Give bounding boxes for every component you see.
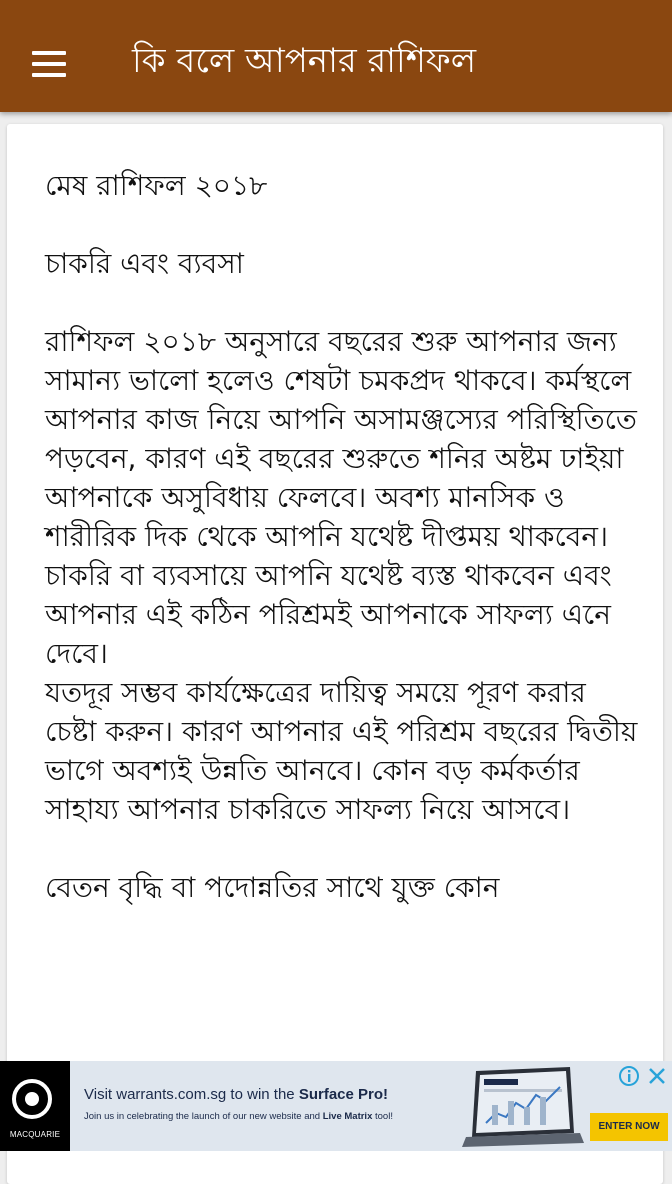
article-paragraph: রাশিফল ২০১৮ অনুসারে বছরের শুরু আপনার জন্য সামান্য ভালো হলেও শেষটা চমকপ্রদ থাকবে। কর্মস্থলে আপনার কাজ নিয়ে আপনি অসামঞ্জস্যের পরিস্থিতিতে পড়বেন, কারণ এই বছরের শুরুতে শনির অষ্টম ঢাইয়া — [45, 325, 637, 475]
close-icon[interactable] — [646, 1065, 668, 1087]
menu-line — [32, 73, 66, 77]
menu-line — [32, 51, 66, 55]
ad-headline[interactable] — [84, 1086, 388, 1103]
article-card[interactable] — [7, 124, 663, 1184]
ad-logo-text: MACQUARIE — [9, 1130, 61, 1139]
article-subheading: চাকরি এবং ব্যবসা — [45, 247, 244, 280]
macquarie-logo-icon — [12, 1079, 52, 1119]
article-paragraph: বেতন বৃদ্ধি বা পদোন্নতির সাথে যুক্ত কোন — [45, 871, 500, 904]
ad-banner[interactable] — [0, 1061, 672, 1151]
article-content — [7, 124, 663, 907]
hamburger-menu-icon[interactable] — [22, 36, 74, 86]
article-heading: মেষ রাশিফল ২০১৮ — [45, 169, 268, 202]
article-paragraph: যতদূর সম্ভব কার্যক্ষেত্রের দায়িত্ব সময়ে পূরণ করার চেষ্টা করুন। কারণ আপনার এই পরিশ্রম বছরের দ্বিতীয় ভাগে অবশ্যই উন্নতি আনবে। কোন বড় কর্মকর্তার সাহায্য আপনার চাকরিতে সাফল্য নিয়ে আসবে। — [45, 676, 638, 826]
menu-line — [32, 62, 66, 66]
macquarie-logo — [0, 1061, 70, 1151]
ad-headline-bold: Surface Pro! — [298, 1086, 389, 1103]
ad-subline — [84, 1111, 393, 1122]
ad-subline-bold: Live Matrix — [322, 1111, 373, 1122]
app-bar — [0, 0, 672, 112]
laptop-image — [462, 1065, 586, 1149]
enter-now-button[interactable]: ENTER NOW — [590, 1113, 668, 1141]
article-paragraph: আপনাকে অসুবিধায় ফেলবে। অবশ্য মানসিক ও শারীরিক দিক থেকে আপনি যথেষ্ট দীপ্তময় থাকবেন। চাকরি বা ব্যবসায়ে আপনি যথেষ্ট ব্যস্ত থাকবেন এবং আপনার এই কঠিন পরিশ্রমই আপনাকে সাফল্য এনে দেবে। — [45, 481, 612, 670]
ad-subline-text: Join us in celebrating the launch of our new website and — [84, 1111, 323, 1122]
ad-headline-text: Visit warrants.com.sg to win the — [84, 1086, 299, 1103]
app-title: কি বলে আপনার রাশিফল — [132, 41, 477, 81]
ad-choices-icon[interactable] — [618, 1065, 640, 1087]
ad-subline-suffix: tool! — [372, 1111, 393, 1122]
